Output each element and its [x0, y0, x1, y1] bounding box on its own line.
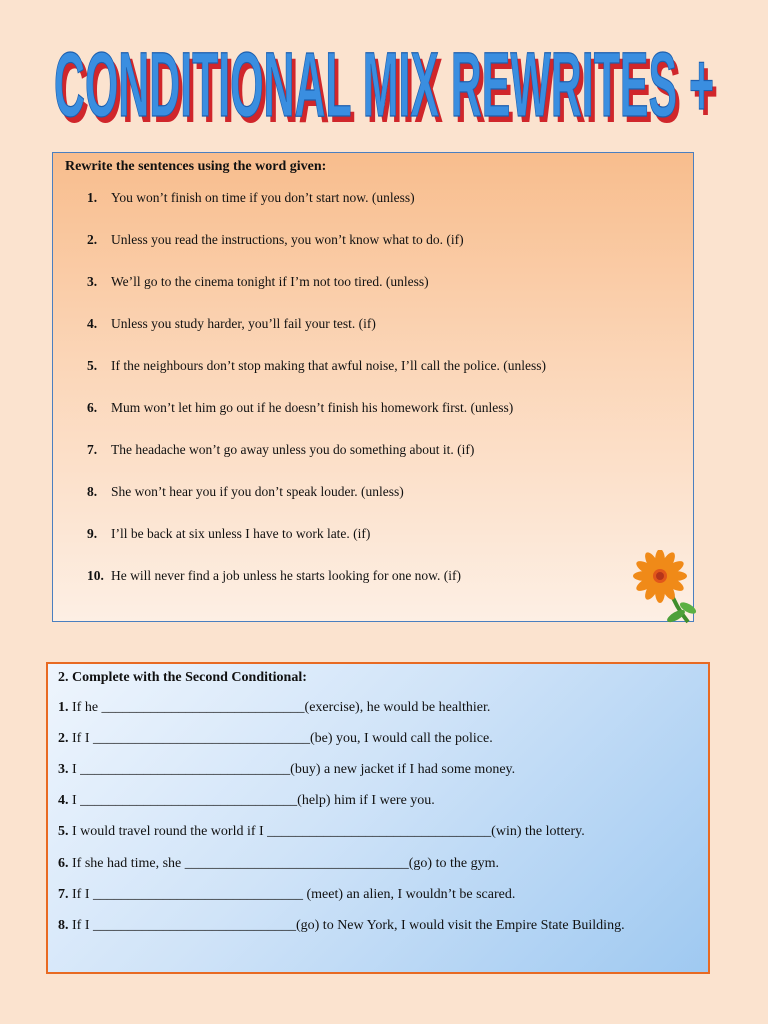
- item-text: I’ll be back at six unless I have to work late. (if): [111, 526, 371, 541]
- rewrite-exercise-heading: Rewrite the sentences using the word given:: [65, 159, 327, 174]
- list-item: [87, 232, 464, 248]
- item-number: 6.: [58, 856, 69, 871]
- item-number: 4.: [87, 316, 98, 331]
- item-number: 5.: [58, 824, 69, 839]
- list-item: [58, 887, 515, 903]
- list-item: [87, 358, 546, 374]
- item-text: He will never find a job unless he starts looking for one now. (if): [111, 568, 462, 583]
- item-number: 1.: [87, 190, 98, 205]
- list-item: [58, 918, 625, 934]
- item-number: 8.: [58, 918, 69, 933]
- list-item: [87, 442, 474, 458]
- item-text: Unless you read the instructions, you won’t know what to do. (if): [111, 232, 464, 247]
- list-item: [87, 400, 513, 416]
- list-item: [87, 568, 461, 584]
- item-text: You won’t finish on time if you don’t start now. (unless): [111, 190, 415, 205]
- list-item: [87, 484, 404, 500]
- item-text: Unless you study harder, you’ll fail your test. (if): [111, 316, 376, 331]
- second-conditional-box: [46, 662, 710, 974]
- list-item: [58, 856, 499, 872]
- item-number: 3.: [87, 274, 98, 289]
- item-number: 6.: [87, 400, 98, 415]
- flower-icon: [630, 550, 702, 626]
- item-number: 9.: [87, 526, 98, 541]
- item-text: If the neighbours don’t stop making that awful noise, I’ll call the police. (unless): [111, 358, 547, 373]
- second-conditional-heading: 2. Complete with the Second Conditional:: [58, 670, 307, 685]
- item-number: 3.: [58, 762, 69, 777]
- list-item: [87, 526, 370, 542]
- list-item: [58, 762, 515, 778]
- item-text: The headache won’t go away unless you do something about it. (if): [111, 442, 475, 457]
- item-text: I would travel round the world if I ________________________________(win) the lottery.: [68, 824, 585, 839]
- item-number: 5.: [87, 358, 98, 373]
- rewrite-exercise-box: [52, 152, 694, 622]
- item-number: 1.: [58, 700, 69, 715]
- list-item: [87, 316, 376, 332]
- list-item: [87, 190, 415, 206]
- list-item: [58, 793, 435, 809]
- item-number: 7.: [58, 887, 69, 902]
- item-text: Mum won’t let him go out if he doesn’t finish his homework first. (unless): [111, 400, 514, 415]
- item-text: I ______________________________(buy) a new jacket if I had some money.: [68, 762, 516, 777]
- list-item: [58, 731, 493, 747]
- item-number: 7.: [87, 442, 98, 457]
- page-title-text: CONDITIONAL MIX REWRITES +: [54, 34, 714, 136]
- item-number: 2.: [87, 232, 98, 247]
- item-number: 2.: [58, 731, 69, 746]
- item-text: If she had time, she ________________________________(go) to the gym.: [68, 856, 499, 871]
- list-item: [58, 824, 585, 840]
- item-number: 10.: [87, 568, 104, 583]
- list-item: [58, 700, 490, 716]
- item-text: She won’t hear you if you don’t speak louder. (unless): [111, 484, 404, 499]
- item-text: If I ______________________________ (meet) an alien, I wouldn’t be scared.: [68, 887, 516, 902]
- item-text: I _______________________________(help) him if I were you.: [68, 793, 435, 808]
- page-title-shadow: CONDITIONAL MIX REWRITES +: [58, 40, 718, 138]
- item-text: We’ll go to the cinema tonight if I’m not too tired. (unless): [111, 274, 429, 289]
- item-text: If he _____________________________(exercise), he would be healthier.: [68, 700, 491, 715]
- item-text: If I _______________________________(be) you, I would call the police.: [68, 731, 493, 746]
- item-number: 4.: [58, 793, 69, 808]
- page-title: [54, 18, 734, 138]
- item-number: 8.: [87, 484, 98, 499]
- list-item: [87, 274, 429, 290]
- item-text: If I _____________________________(go) to New York, I would visit the Empire State Building.: [68, 918, 625, 933]
